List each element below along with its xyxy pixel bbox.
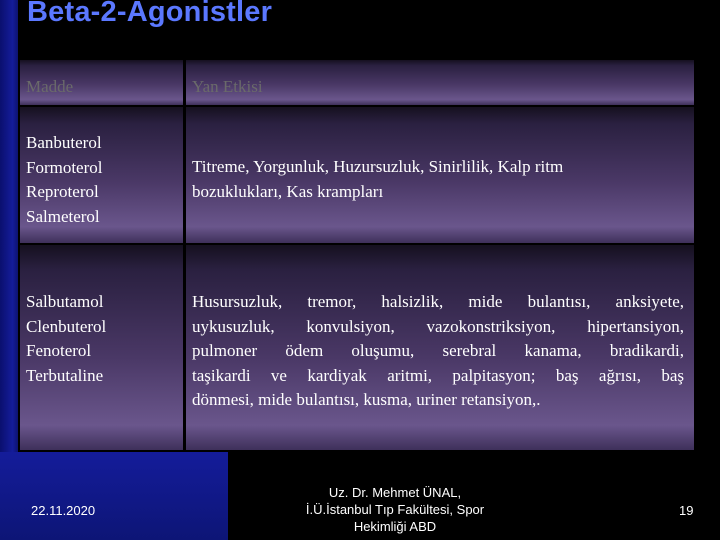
- drug-name: Salbutamol: [26, 292, 104, 311]
- bottom-accent-block: [0, 452, 228, 540]
- drug-name: Clenbuterol: [26, 316, 107, 336]
- side-effect-line: dönmesi, mide bulantısı, kusma, uriner retansiyon,.: [192, 390, 541, 409]
- side-effect-line: taşikardi ve kardiyak aritmi, palpitasyon; baş ağrısı, baş: [192, 365, 684, 385]
- footer-author-line: Uz. Dr. Mehmet ÜNAL,: [328, 485, 462, 500]
- footer-author-line: Hekimliği ABD: [353, 519, 437, 534]
- drug-name: Formoterol: [26, 157, 103, 177]
- side-effects-table: [20, 60, 694, 450]
- drug-name: Salmeterol: [26, 206, 100, 226]
- drug-name: Terbutaline: [26, 365, 104, 385]
- drug-name: Reproterol: [26, 182, 99, 201]
- side-effect-line: pulmoner ödem oluşumu, serebral kanama, bradikardi,: [192, 341, 684, 360]
- header-substance-label: Madde: [26, 77, 74, 96]
- drug-name: Banbuterol: [26, 133, 102, 152]
- footer-author-line: İ.Ü.İstanbul Tıp Fakültesi, Spor: [305, 502, 485, 517]
- side-effect-line: uykusuzluk, konvulsiyon, vazokonstriksiyon, hipertansiyon,: [192, 316, 684, 336]
- page-number: 19: [679, 503, 694, 518]
- side-effect-line: Titreme, Yorgunluk, Huzursuzluk, Sinirlilik, Kalp ritm: [192, 157, 564, 176]
- side-effect-line: bozuklukları, Kas krampları: [192, 181, 384, 201]
- footer-date: 22.11.2020: [31, 503, 96, 518]
- table-header-row: [20, 60, 694, 105]
- side-effect-line: Husursuzluk, tremor, halsizlik, mide bulantısı, anksiyete,: [192, 292, 684, 311]
- footer-author: [290, 484, 500, 535]
- slide-title: Beta-2-Agonistler: [27, 0, 273, 28]
- header-side-effect-label: Yan Etkisi: [192, 77, 263, 96]
- drug-name: Fenoterol: [26, 341, 92, 360]
